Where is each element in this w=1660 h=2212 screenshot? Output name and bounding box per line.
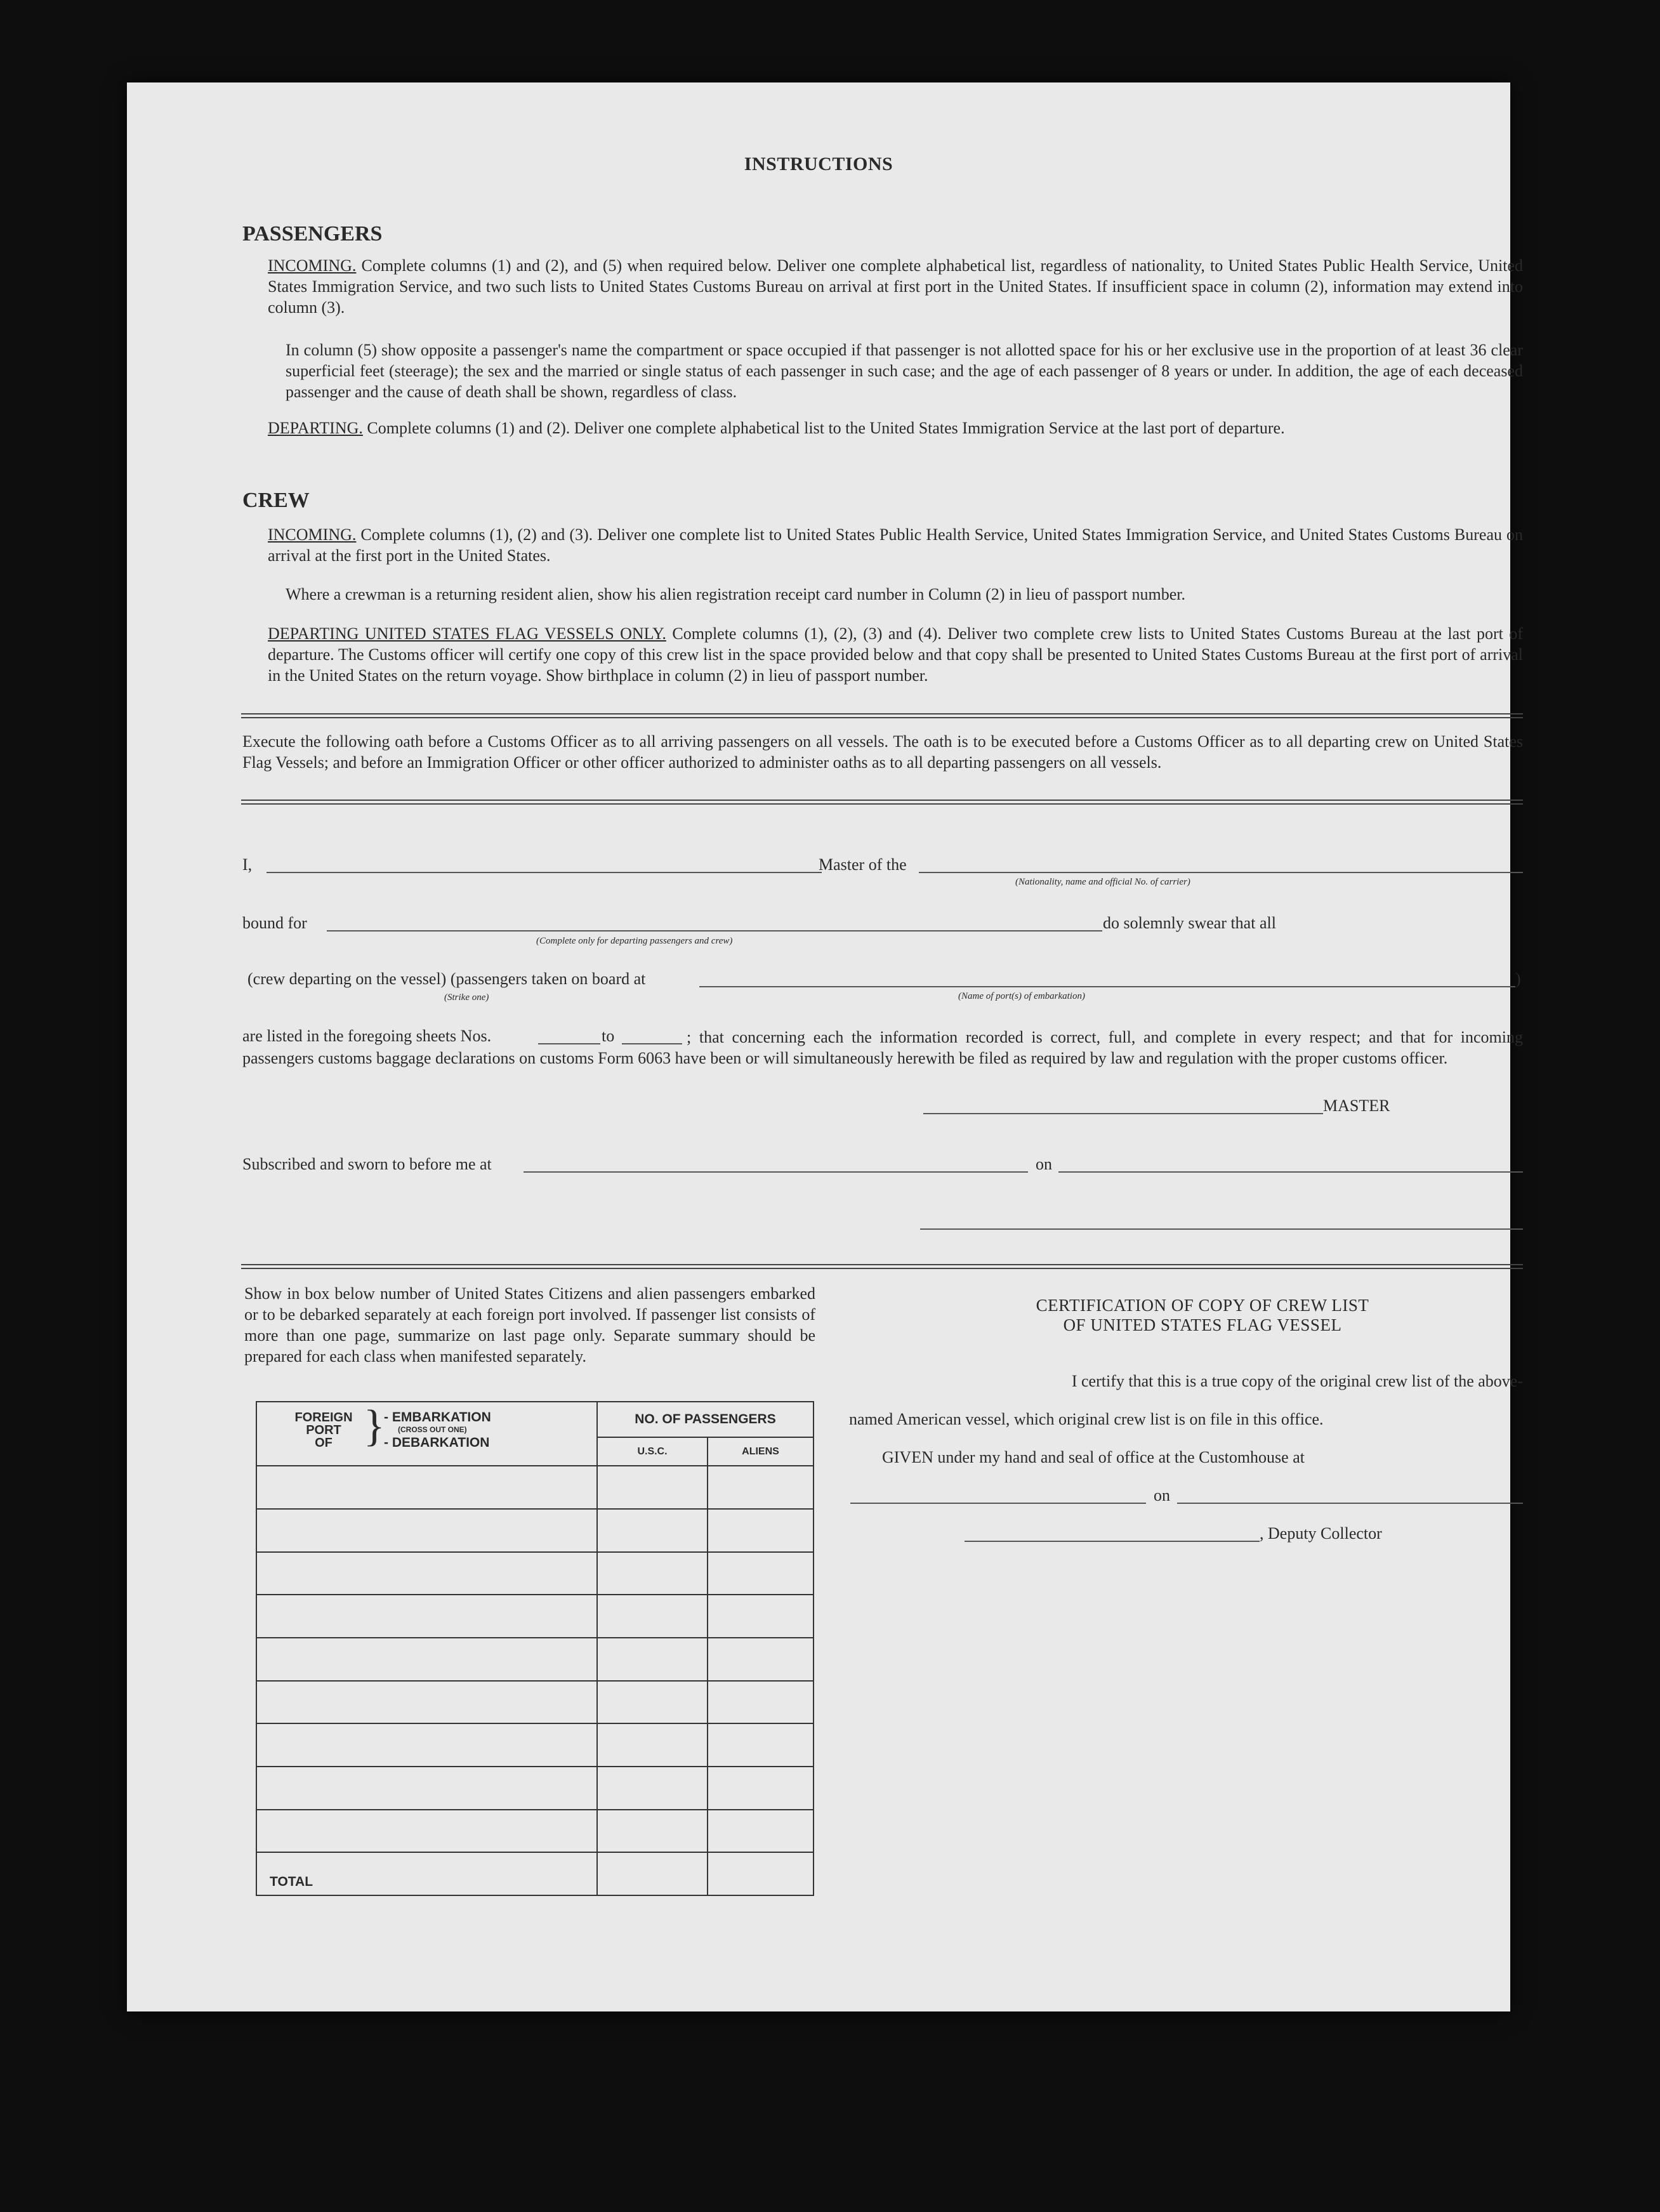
- divider: [241, 713, 1523, 718]
- oath-to-label: to: [602, 1027, 615, 1045]
- certification-title: [876, 1296, 1529, 1335]
- port-cell[interactable]: [256, 1595, 597, 1638]
- of-label: OF: [315, 1436, 333, 1450]
- crew-departing-text: Complete columns (1), (2), (3) and (4). Deliver two complete crew lists to United States Customs Bureau at the last port of departure. The Customs officer will certify one copy of this crew list in the space provided below and that copy shall be presented to United States Customs Bureau at the first port of arrival in the United States on the return voyage. Show birthplace in column (2) in lieu of passport number.: [268, 624, 1523, 685]
- port-cell[interactable]: [256, 1767, 597, 1810]
- subscribed-date-line[interactable]: [1058, 1171, 1523, 1173]
- subscribed-label: Subscribed and sworn to before me at: [242, 1155, 492, 1173]
- passengers-departing-text: Complete columns (1) and (2). Deliver one complete alphabetical list to the United States Immigration Service at the last port of departure.: [367, 419, 1285, 437]
- passengers-departing-label: DEPARTING.: [268, 419, 363, 437]
- given-line: GIVEN under my hand and seal of office at the Customhouse at: [882, 1448, 1305, 1466]
- port-cell[interactable]: [256, 1509, 597, 1552]
- aliens-header: ALIENS: [708, 1437, 814, 1466]
- embarkation-port-hint: (Name of port(s) of embarkation): [958, 991, 1085, 1001]
- crew-incoming-label: INCOMING.: [268, 525, 357, 544]
- strike-one-hint: (Strike one): [444, 992, 489, 1003]
- aliens-cell[interactable]: [708, 1552, 814, 1595]
- summary-instructions: Show in box below number of United States Citizens and alien passengers embarked or to be debarked separately at each foreign port involved. If passenger list consists of more than one page, summarize on last page only. Separate summary should be prepared for each class when manifested separately.: [244, 1284, 815, 1366]
- passengers-incoming-paragraph: [268, 255, 1523, 318]
- usc-header: U.S.C.: [597, 1437, 708, 1466]
- document-page: [127, 82, 1524, 2011]
- bound-for-line[interactable]: [327, 930, 1102, 932]
- crew-departing-label: DEPARTING UNITED STATES FLAG VESSELS ONLY.: [268, 624, 666, 643]
- oath-bound-for-label: bound for: [242, 914, 307, 932]
- crew-departing-paragraph: [268, 623, 1523, 686]
- certify-line1: I certify that this is a true copy of the original crew list of the above-: [1071, 1372, 1523, 1390]
- aliens-cell[interactable]: [708, 1466, 814, 1509]
- port-header-cell: [256, 1402, 597, 1466]
- divider: [241, 1264, 1523, 1269]
- usc-cell[interactable]: [597, 1638, 708, 1681]
- certification-title-line1: CERTIFICATION OF COPY OF CREW LIST: [1036, 1296, 1369, 1315]
- customhouse-line[interactable]: [850, 1503, 1146, 1504]
- officer-signature-line[interactable]: [920, 1228, 1523, 1230]
- port-cell[interactable]: [256, 1810, 597, 1853]
- passengers-departing-paragraph: [268, 418, 1523, 438]
- oath-crew-passengers-text: (crew departing on the vessel) (passengers taken on board at: [247, 970, 646, 988]
- bound-for-hint: (Complete only for departing passengers and crew): [536, 936, 733, 946]
- oath-close-paren: ): [1515, 970, 1521, 988]
- oath-i-label: I,: [242, 855, 253, 874]
- usc-cell[interactable]: [597, 1681, 708, 1724]
- usc-cell[interactable]: [597, 1767, 708, 1810]
- master-label: MASTER: [1323, 1096, 1390, 1115]
- embarkation-label: - EMBARKATION: [384, 1410, 491, 1425]
- aliens-cell[interactable]: [708, 1767, 814, 1810]
- crew-incoming-text: Complete columns (1), (2) and (3). Deliver one complete list to United States Public Health Service, United States Immigration Service, and United States Customs Bureau on arrival at the first port in the United States.: [268, 525, 1523, 565]
- port-cell[interactable]: [256, 1681, 597, 1724]
- usc-cell[interactable]: [597, 1509, 708, 1552]
- aliens-total-cell[interactable]: [708, 1852, 814, 1895]
- master-signature-line[interactable]: [923, 1113, 1323, 1114]
- oath-listed-label: are listed in the foregoing sheets Nos.: [242, 1027, 492, 1045]
- subscribed-on-label: on: [1036, 1155, 1052, 1173]
- aliens-cell[interactable]: [708, 1810, 814, 1853]
- carrier-line[interactable]: [919, 872, 1523, 873]
- passengers-incoming-label: INCOMING.: [268, 256, 357, 275]
- usc-cell[interactable]: [597, 1723, 708, 1767]
- port-cell[interactable]: [256, 1723, 597, 1767]
- usc-cell[interactable]: [597, 1595, 708, 1638]
- crew-crewman-paragraph: Where a crewman is a returning resident alien, show his alien registration receipt card number in Column (2) in lieu of passport number.: [286, 585, 1186, 603]
- embarkation-port-line[interactable]: [699, 986, 1515, 987]
- aliens-cell[interactable]: [708, 1638, 814, 1681]
- master-name-line[interactable]: [267, 872, 822, 873]
- port-cell[interactable]: [256, 1552, 597, 1595]
- divider: [241, 800, 1523, 805]
- usc-cell[interactable]: [597, 1552, 708, 1595]
- crew-incoming-paragraph: [268, 524, 1523, 566]
- carrier-hint: (Nationality, name and official No. of carrier): [1015, 877, 1190, 887]
- cross-out-one-label: (CROSS OUT ONE): [398, 1425, 467, 1434]
- foreign-port-of-label: [289, 1411, 359, 1449]
- oath-intro-paragraph: Execute the following oath before a Customs Officer as to all arriving passengers on all vessels. The oath is to be executed before a Customs Officer as to all departing crew on United States Flag Vessels; and before an Immigration Officer or other officer authorized to administer oaths as to all departing passengers on all vessels.: [242, 732, 1523, 772]
- port-cell[interactable]: [256, 1638, 597, 1681]
- aliens-cell[interactable]: [708, 1681, 814, 1724]
- total-label: TOTAL: [256, 1852, 597, 1895]
- usc-cell[interactable]: [597, 1466, 708, 1509]
- certification-date-line[interactable]: [1177, 1503, 1523, 1504]
- oath-master-of-label: Master of the: [819, 855, 907, 874]
- crew-heading: CREW: [242, 489, 310, 512]
- usc-cell[interactable]: [597, 1810, 708, 1853]
- oath-listed-text: ; that concerning each the information recorded is correct, full, and complete in every respect; and that for incoming passengers customs baggage declarations on customs Form 6063 have been or will simultaneously herewith be filed as required by law and regulation with the proper customs officer.: [242, 1028, 1523, 1067]
- aliens-cell[interactable]: [708, 1509, 814, 1552]
- certify-line2: named American vessel, which original crew list is on file in this office.: [849, 1410, 1324, 1428]
- page-title: INSTRUCTIONS: [744, 154, 893, 174]
- certification-on-label: on: [1154, 1486, 1170, 1504]
- brace-icon: }: [364, 1402, 385, 1451]
- certification-title-line2: OF UNITED STATES FLAG VESSEL: [1063, 1315, 1342, 1334]
- passengers-incoming-text: Complete columns (1) and (2), and (5) when required below. Deliver one complete alphabetical list, regardless of nationality, to United States Public Health Service, United States Immigration Service, and two such lists to United States Customs Bureau on arrival at first port in the United States. If insufficient space in column (2), information may extend into column (3).: [268, 256, 1524, 317]
- foreign-label: FOREIGN: [294, 1411, 353, 1425]
- oath-swear-text: do solemnly swear that all: [1103, 914, 1276, 932]
- passengers-column5-paragraph: In column (5) show opposite a passenger's name the compartment or space occupied if that passenger is not allotted space for his or her exclusive use in the proportion of at least 36 clear superficial feet (steerage); the sex and the married or single status of each passenger in such case; and the age of each passenger of 8 years or under. In addition, the age of each deceased passenger and the cause of death shall be shown, regardless of class.: [286, 341, 1523, 401]
- no-of-passengers-header: NO. OF PASSENGERS: [597, 1402, 814, 1437]
- passengers-heading: PASSENGERS: [242, 222, 383, 246]
- deputy-signature-line[interactable]: [965, 1541, 1260, 1542]
- usc-total-cell[interactable]: [597, 1852, 708, 1895]
- debarkation-label: - DEBARKATION: [384, 1435, 490, 1450]
- port-label: PORT: [306, 1423, 341, 1437]
- deputy-collector-label: , Deputy Collector: [1260, 1524, 1382, 1543]
- aliens-cell[interactable]: [708, 1723, 814, 1767]
- passenger-summary-table: [256, 1401, 814, 1896]
- subscribed-place-line[interactable]: [524, 1171, 1028, 1173]
- aliens-cell[interactable]: [708, 1595, 814, 1638]
- port-cell[interactable]: [256, 1466, 597, 1509]
